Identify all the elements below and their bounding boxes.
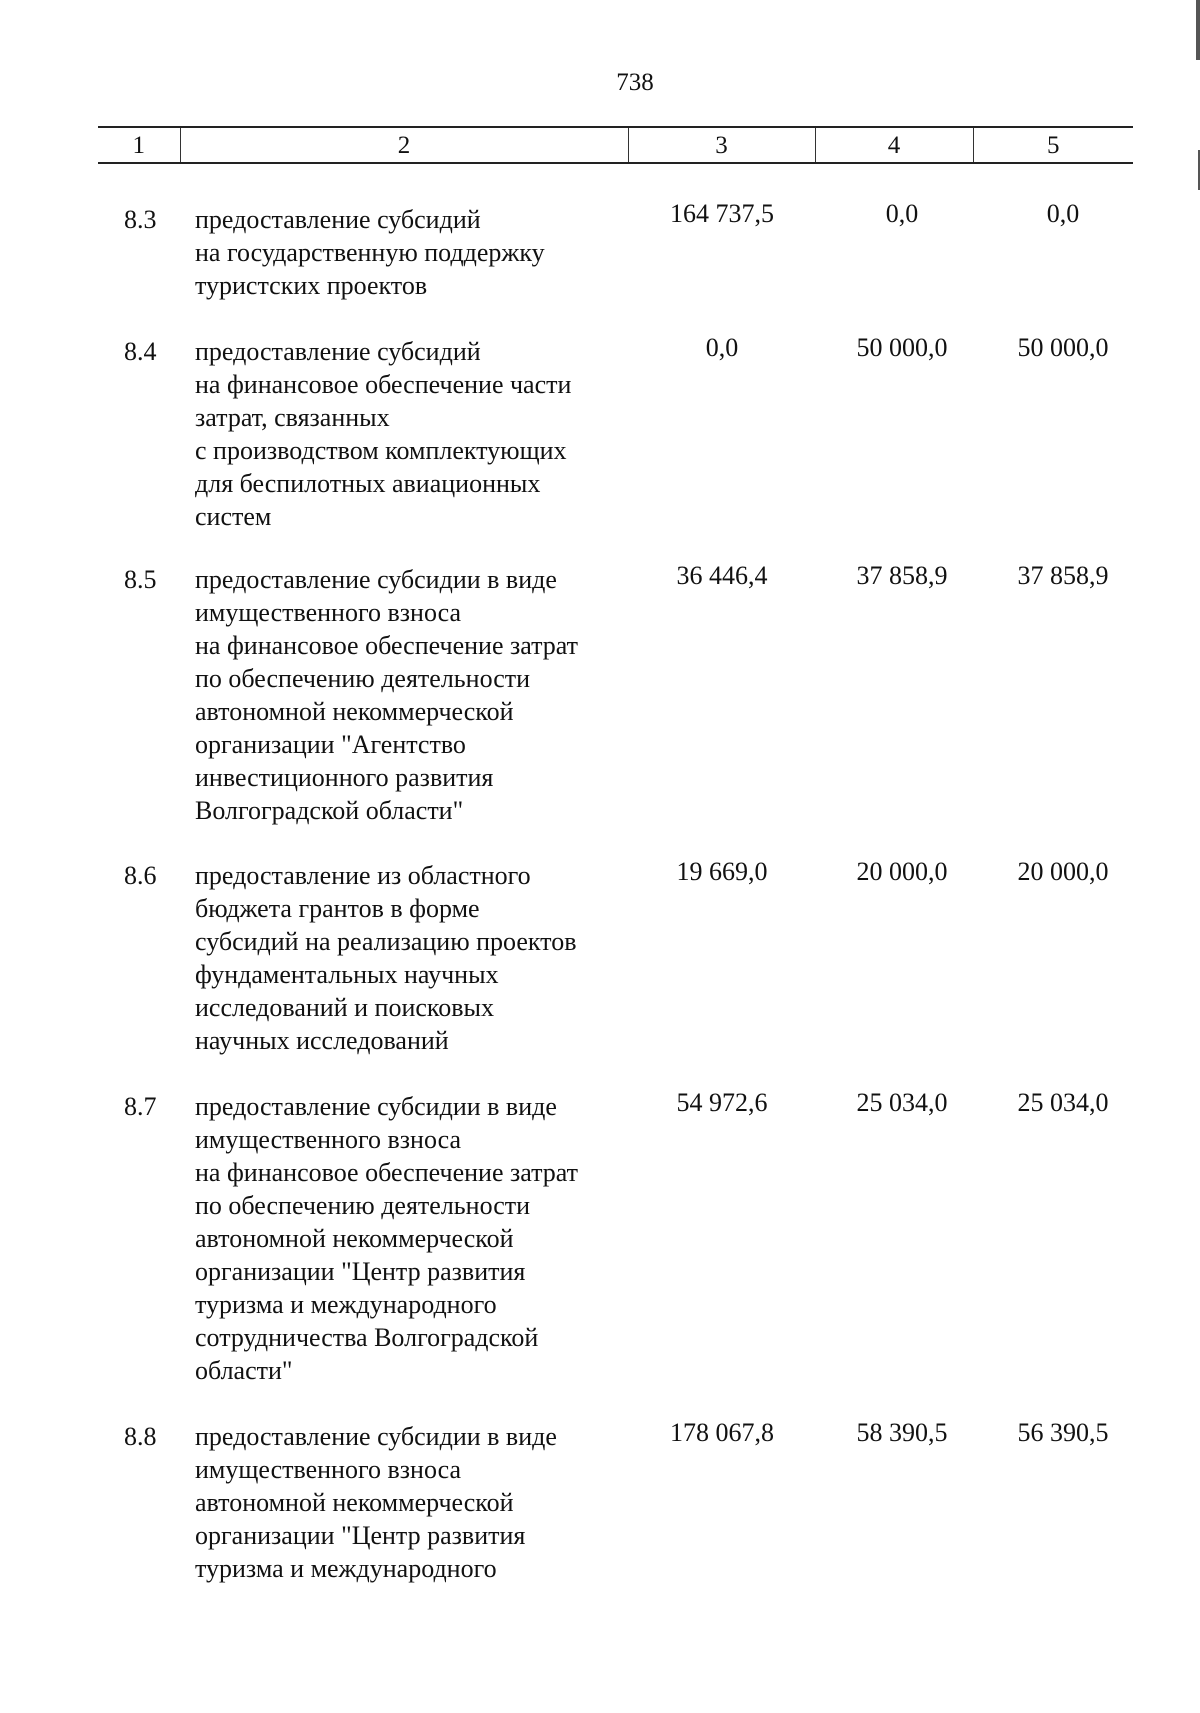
- description-line: бюджета грантов в форме: [195, 894, 480, 923]
- description-line: туризма и международного: [195, 1554, 497, 1583]
- value-col-5: 20 000,0: [1017, 857, 1109, 886]
- description-line: инвестиционного развития: [195, 763, 494, 792]
- value-col-5: 25 034,0: [1017, 1088, 1109, 1117]
- row-number: 8.6: [124, 861, 157, 890]
- description-line: научных исследований: [195, 1026, 449, 1055]
- header-row: [98, 127, 1133, 163]
- table-header: [98, 126, 1133, 164]
- header-cell-1: 1: [98, 127, 180, 163]
- description-line: предоставление субсидий: [195, 205, 481, 234]
- header-cell-4: 4: [815, 127, 973, 163]
- row-description: [195, 1090, 655, 1387]
- description-line: на финансовое обеспечение части: [195, 370, 572, 399]
- description-line: для беспилотных авиационных: [195, 469, 541, 498]
- row-description: [195, 1420, 655, 1585]
- description-line: имущественного взноса: [195, 598, 461, 627]
- value-col-3: 54 972,6: [676, 1088, 768, 1117]
- value-col-4: 25 034,0: [856, 1088, 948, 1117]
- description-line: на государственную поддержку: [195, 238, 545, 267]
- value-col-3: 0,0: [705, 333, 739, 362]
- description-line: организации "Агентство: [195, 730, 466, 759]
- value-col-5: 37 858,9: [1017, 561, 1109, 590]
- value-col-4: 58 390,5: [856, 1418, 948, 1447]
- description-line: затрат, связанных: [195, 403, 390, 432]
- description-line: сотрудничества Волгоградской: [195, 1323, 539, 1352]
- page-number: 738: [616, 69, 654, 96]
- value-col-3: 178 067,8: [670, 1418, 774, 1447]
- description-line: предоставление субсидии в виде: [195, 565, 557, 594]
- description-line: фундаментальных научных: [195, 960, 499, 989]
- value-col-5: 0,0: [1046, 199, 1080, 228]
- row-description: [195, 203, 655, 302]
- description-line: организации "Центр развития: [195, 1521, 526, 1550]
- header-cell-3: 3: [628, 127, 815, 163]
- description-line: субсидий на реализацию проектов: [195, 927, 577, 956]
- row-description: [195, 335, 655, 533]
- description-line: на финансовое обеспечение затрат: [195, 1158, 579, 1187]
- value-col-3: 19 669,0: [676, 857, 768, 886]
- row-number: 8.4: [124, 337, 157, 366]
- value-col-4: 50 000,0: [856, 333, 948, 362]
- scan-edge-mark: [1196, 0, 1200, 60]
- value-col-4: 37 858,9: [856, 561, 948, 590]
- description-line: предоставление субсидии в виде: [195, 1092, 557, 1121]
- description-line: на финансовое обеспечение затрат: [195, 631, 579, 660]
- row-description: [195, 563, 655, 827]
- value-col-4: 0,0: [885, 199, 919, 228]
- description-line: организации "Центр развития: [195, 1257, 526, 1286]
- description-line: области": [195, 1356, 293, 1385]
- header-cell-5: 5: [973, 127, 1133, 163]
- value-col-5: 50 000,0: [1017, 333, 1109, 362]
- row-description: [195, 859, 655, 1057]
- description-line: имущественного взноса: [195, 1125, 461, 1154]
- header-cell-2: 2: [180, 127, 628, 163]
- value-col-3: 36 446,4: [676, 561, 768, 590]
- description-line: предоставление субсидии в виде: [195, 1422, 557, 1451]
- description-line: имущественного взноса: [195, 1455, 461, 1484]
- row-number: 8.7: [124, 1092, 157, 1121]
- row-number: 8.3: [124, 205, 157, 234]
- description-line: исследований и поисковых: [195, 993, 494, 1022]
- description-line: с производством комплектующих: [195, 436, 567, 465]
- description-line: туризма и международного: [195, 1290, 497, 1319]
- description-line: предоставление из областного: [195, 861, 531, 890]
- description-line: автономной некоммерческой: [195, 1488, 514, 1517]
- description-line: туристских проектов: [195, 271, 428, 300]
- description-line: автономной некоммерческой: [195, 697, 514, 726]
- description-line: по обеспечению деятельности: [195, 664, 531, 693]
- description-line: Волгоградской области": [195, 796, 464, 825]
- row-number: 8.5: [124, 565, 157, 594]
- description-line: автономной некоммерческой: [195, 1224, 514, 1253]
- value-col-4: 20 000,0: [856, 857, 948, 886]
- description-line: предоставление субсидий: [195, 337, 481, 366]
- description-line: по обеспечению деятельности: [195, 1191, 531, 1220]
- value-col-3: 164 737,5: [670, 199, 774, 228]
- row-number: 8.8: [124, 1422, 157, 1451]
- value-col-5: 56 390,5: [1017, 1418, 1109, 1447]
- description-line: систем: [195, 502, 272, 531]
